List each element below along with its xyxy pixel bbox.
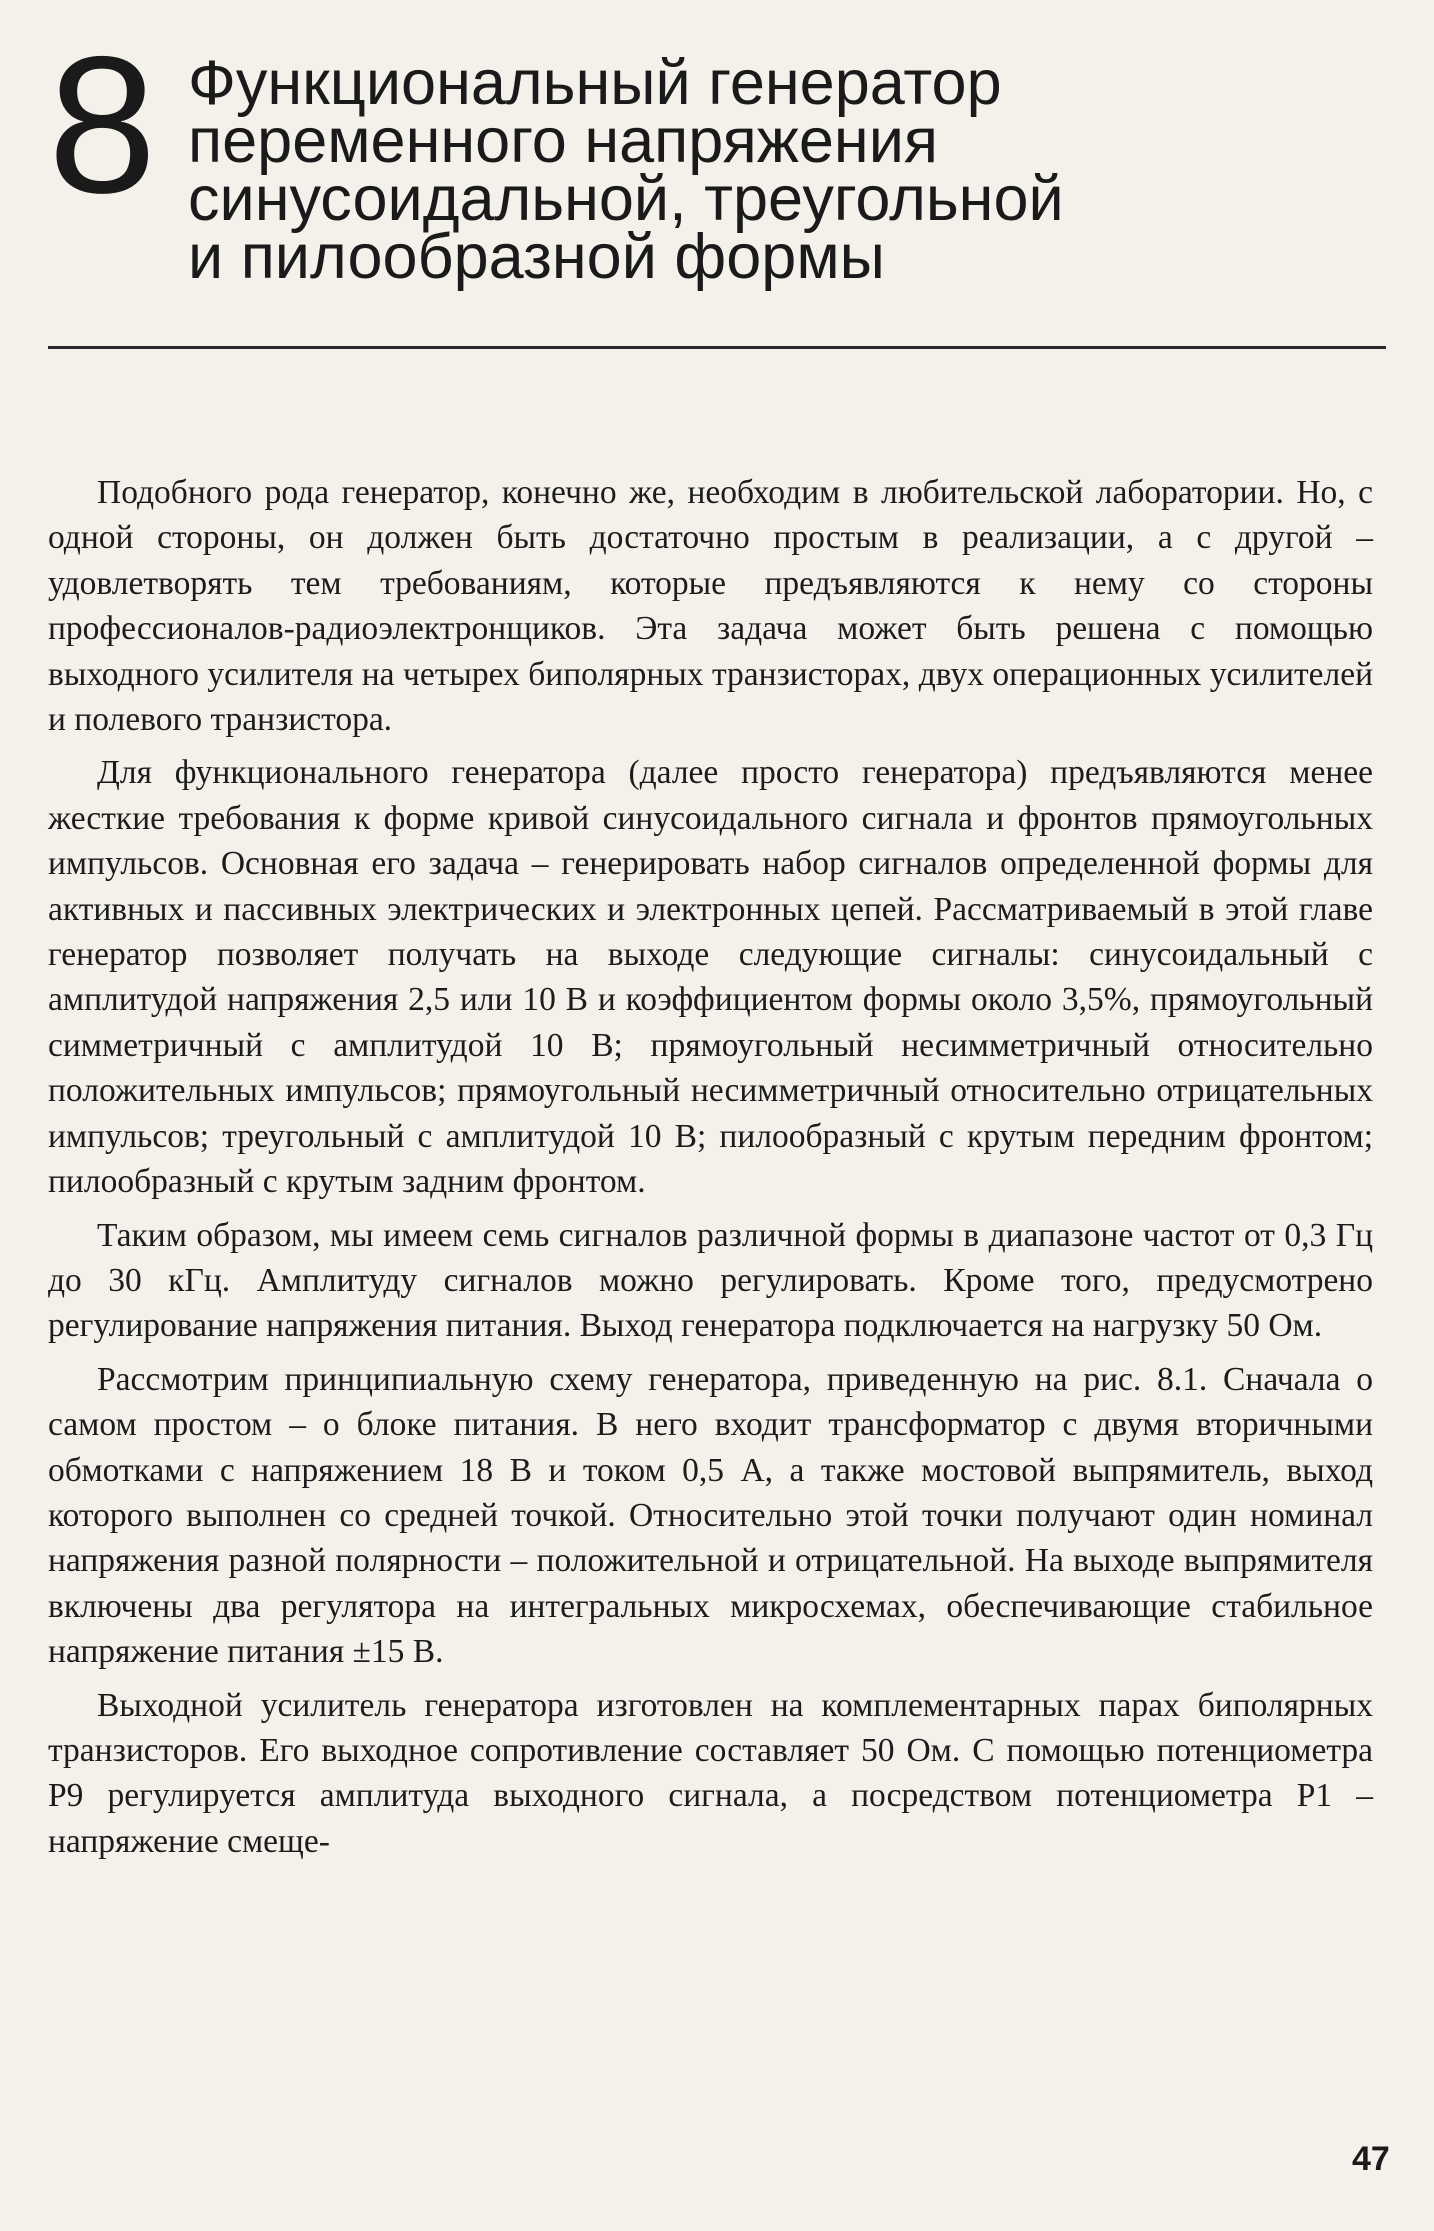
chapter-title-line: переменного напряжения — [188, 106, 939, 176]
chapter-title-line: синусоидальной, треугольной — [188, 164, 1064, 234]
chapter-title — [188, 48, 1368, 292]
header-divider — [48, 346, 1386, 349]
chapter-body — [48, 470, 1373, 1864]
chapter-number: 8 — [48, 16, 157, 234]
paragraph: Таким образом, мы имеем семь сигналов различной формы в диапазоне частот от 0,3 Гц до 30 кГц. Амплитуду сигналов можно регулировать. Кроме того, предусмотрено регулирование напряжения питания. Выход генератора подключается на нагрузку 50 Ом. — [48, 1216, 1373, 1345]
page-number: 47 — [1352, 2140, 1390, 2178]
chapter-title-line: Функциональный генератор — [188, 48, 1002, 118]
paragraph: Выходной усилитель генератора изготовлен на комплементарных парах биполярных транзисторов. Его выходное сопротивление составляет 50 Ом. С помощью потенциометра P9 регулируется амплитуда выходного сигнала, а посредством потенциометра P1 – напряжение смеще- — [48, 1686, 1373, 1860]
paragraph: Для функционального генератора (далее просто генератора) предъявляются менее жесткие требования к форме кривой синусоидального сигнала и фронтов прямоугольных импульсов. Основная его задача – генерировать набор сигналов определенной формы для активных и пассивных электрических и электронных цепей. Рассматриваемый в этой главе генератор позволяет получать на выходе следующие сигналы: синусоидальный с амплитудой напряжения 2,5 или 10 В и коэффициентом формы около 3,5%, прямоугольный симметричный с амплитудой 10 В; прямоугольный несимметричный относительно положительных импульсов; прямоугольный несимметричный относительно отрицательных импульсов; треугольный с амплитудой 10 В; пилообразный с крутым передним фронтом; пилообразный с крутым задним фронтом. — [48, 754, 1373, 1201]
paragraph: Подобного рода генератор, конечно же, необходим в любительской лаборатории. Но, с одной стороны, он должен быть достаточно простым в реализации, а с другой – удовлетворять тем требованиям, которые предъявляются к нему со стороны профессионалов-радиоэлектронщиков. Эта задача может быть решена с помощью выходного усилителя на четырех биполярных транзисторах, двух операционных усилителей и полевого транзистора. — [48, 474, 1373, 739]
paragraph: Рассмотрим принципиальную схему генератора, приведенную на рис. 8.1. Сначала о самом простом – о блоке питания. В него входит трансформатор с двумя вторичными обмотками с напряжением 18 В и током 0,5 А, а также мостовой выпрямитель, выход которого выполнен со средней точкой. Относительно этой точки получают один номинал напряжения разной полярности – положительной и отрицательной. На выходе выпрямителя включены два регулятора на интегральных микросхемах, обеспечивающие стабильное напряжение питания ±15 В. — [48, 1360, 1373, 1671]
chapter-title-line: и пилообразной формы — [188, 222, 885, 292]
